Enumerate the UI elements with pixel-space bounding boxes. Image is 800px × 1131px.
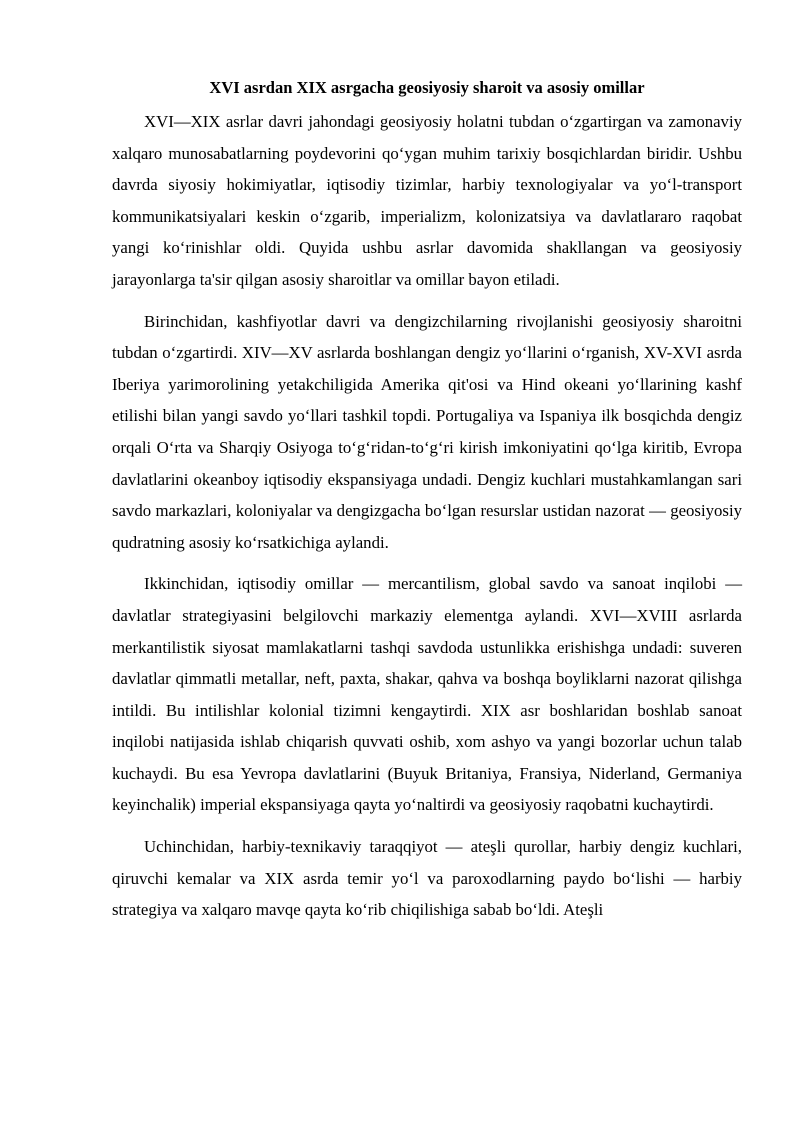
paragraph-third-factor: Uchinchidan, harbiy-texnikaviy taraqqiyot — ateşli qurollar, harbiy dengiz kuchlari, qiruvchi kemalar va XIX asrda temir yo‘l va paroxodlarning paydo bo‘lishi — harbiy strategiya va xalqaro mavqe qayta ko‘rib chiqilishiga sabab bo‘ldi. Ateşli (112, 837, 742, 920)
document-title: XVI asrdan XIX asrgacha geosiyosiy sharoit va asosiy omillar (209, 78, 645, 97)
paragraph-second-factor: Ikkinchidan, iqtisodiy omillar — mercantilism, global savdo va sanoat inqilobi — davlatlar strategiyasini belgilovchi markaziy elementga aylandi. XVI—XVIII asrlarda merkantilistik siyosat mamlakatlarni tashqi savdoda ustunlikka erishishga undadi: suveren davlatlar qimmatli metallar, neft, paxta, shakar, qahva va boshqa boyliklarni nazorat qilishga intildi. Bu intilishlar kolonial tizimni kengaytirdi. XIX asr boshlaridan boshlab sanoat inqilobi natijasida ishlab chiqarish quvvati oshib, xom ashyo va yangi bozorlar uchun talab kuchaydi. Bu esa Yevropa davlatlarini (Buyuk Britaniya, Fransiya, Niderland, Germaniya keyinchalik) imperial ekspansiyaga qayta yo‘naltirdi va geosiyosiy raqobatni kuchaytirdi. (112, 574, 742, 815)
paragraph-intro: XVI—XIX asrlar davri jahondagi geosiyosiy holatni tubdan o‘zgartirgan va zamonaviy xalqaro munosabatlarning poydevorini qo‘ygan muhim tarixiy bosqichlardan biridir. Ushbu davrda siyosiy hokimiyatlar, iqtisodiy tizimlar, harbiy texnologiyalar va yo‘l-transport kommunikatsiyalari keskin o‘zgarib, imperializm, kolonizatsiya va davlatlararo raqobat yangi ko‘rinishlar oldi. Quyida ushbu asrlar davomida shakllangan va geosiyosiy jarayonlarga ta'sir qilgan asosiy sharoitlar va omillar bayon etiladi. (112, 112, 742, 289)
paragraph-first-factor: Birinchidan, kashfiyotlar davri va dengizchilarning rivojlanishi geosiyosiy sharoitni tubdan o‘zgartirdi. XIV—XV asrlarda boshlangan dengiz yo‘llarini o‘rganish, XV-XVI asrda Iberiya yarimorolining yetakchiligida Amerika qit'osi va Hind okeani yo‘llarining kashf etilishi bilan yangi savdo yo‘llari tashkil topdi. Portugaliya va Ispaniya ilk bosqichda dengiz orqali O‘rta va Sharqiy Osiyoga to‘g‘ridan-to‘g‘ri kirish imkoniyatini qo‘lga kiritib, Evropa davlatlarini okeanboy iqtisodiy ekspansiyaga undadi. Dengiz kuchlari mustahkamlangan sari savdo markazlari, koloniyalar va dengizgacha bo‘lgan resurslar ustidan nazorat — geosiyosiy qudratning asosiy ko‘rsatkichiga aylandi. (112, 311, 742, 552)
